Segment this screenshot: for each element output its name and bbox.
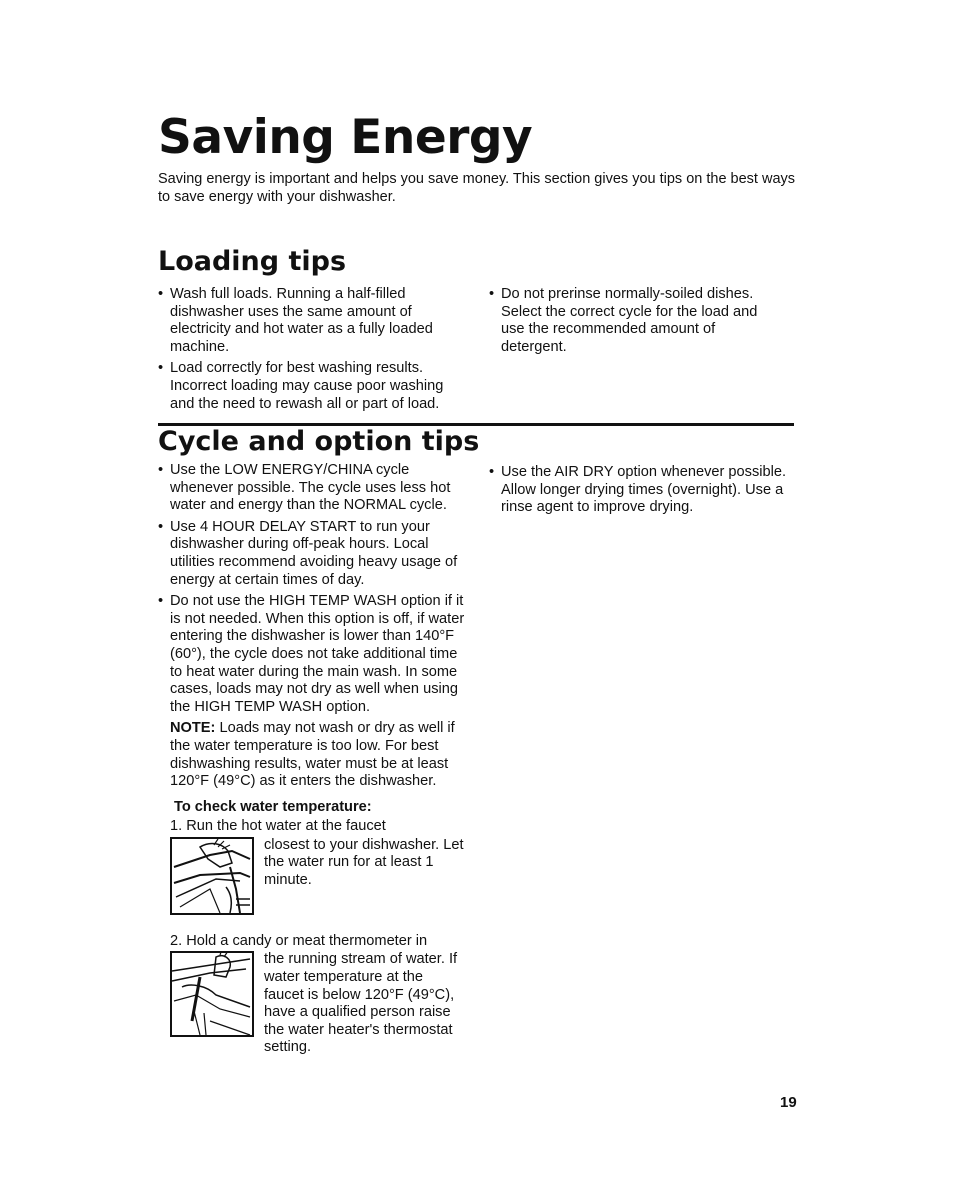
bullet-icon: •: [158, 518, 164, 535]
cycle-tips-heading: Cycle and option tips: [158, 426, 480, 457]
bullet-icon: •: [489, 464, 495, 480]
step-2-text: the running stream of water. If water temperature at the faucet is below 120°F (49°C), have a qualified person raise the water heater's thermostat setting.: [264, 951, 458, 1056]
loading-tips-left-column: [158, 286, 458, 417]
page-title: Saving Energy: [158, 110, 533, 165]
bullet-icon: •: [158, 593, 164, 610]
bullet-icon: •: [489, 286, 495, 302]
step-1: [158, 818, 473, 915]
check-temperature-heading: To check water temperature:: [174, 798, 372, 815]
loading-tips-heading: Loading tips: [158, 246, 347, 277]
bullet-icon: •: [158, 286, 164, 302]
list-item: • Use the LOW ENERGY/CHINA cycle whenever possible. The cycle uses less hot water and energy than the NORMAL cycle.: [158, 462, 451, 514]
bullet-icon: •: [158, 360, 164, 377]
list-item: • Load correctly for best washing results. Incorrect loading may cause poor washing and the need to rewash all or part of load.: [158, 360, 444, 412]
thermometer-illustration: [170, 951, 254, 1057]
bullet-icon: •: [158, 462, 164, 478]
loading-tips-right-column: [489, 286, 779, 360]
cycle-tips-right-column: [489, 464, 799, 521]
list-item: • Wash full loads. Running a half-filled dishwasher uses the same amount of electricity and hot water as a fully loaded machine.: [158, 286, 433, 355]
cycle-tips-left-column: [158, 462, 473, 1057]
step-1-lead: 1. Run the hot water at the faucet: [170, 818, 386, 835]
list-item: • Use 4 HOUR DELAY START to run your dishwasher during off-peak hours. Local utilities recommend avoiding heavy usage of energy at certain times of day.: [158, 518, 458, 588]
step-2: [158, 933, 473, 1057]
note-label: NOTE:: [170, 720, 216, 737]
faucet-illustration: [170, 837, 254, 915]
list-item: • Do not use the HIGH TEMP WASH option if it is not needed. When this option is off, if water entering the dishwasher is lower than 140°F (60°), the cycle does not take additional time to heat water during the main wash. In some cases, loads may not dry as well when using the HIGH TEMP WASH option.: [158, 593, 465, 715]
note-paragraph: NOTE: Loads may not wash or dry as well if the water temperature is too low. For best dishwashing results, water must be at least 120°F (49°C) as it enters the dishwasher.: [170, 720, 455, 790]
list-item: • Use the AIR DRY option whenever possible. Allow longer drying times (overnight). Use a rinse agent to improve drying.: [489, 464, 787, 516]
step-2-lead: 2. Hold a candy or meat thermometer in: [170, 932, 428, 949]
page-number: 19: [780, 1094, 797, 1111]
list-item: • Do not prerinse normally-soiled dishes. Select the correct cycle for the load and use the recommended amount of detergent.: [489, 286, 758, 355]
step-1-text: closest to your dishwasher. Let the water run for at least 1 minute.: [264, 836, 464, 889]
intro-paragraph: Saving energy is important and helps you save money. This section gives you tips on the best ways to save energy with your dishwasher.: [158, 171, 796, 205]
